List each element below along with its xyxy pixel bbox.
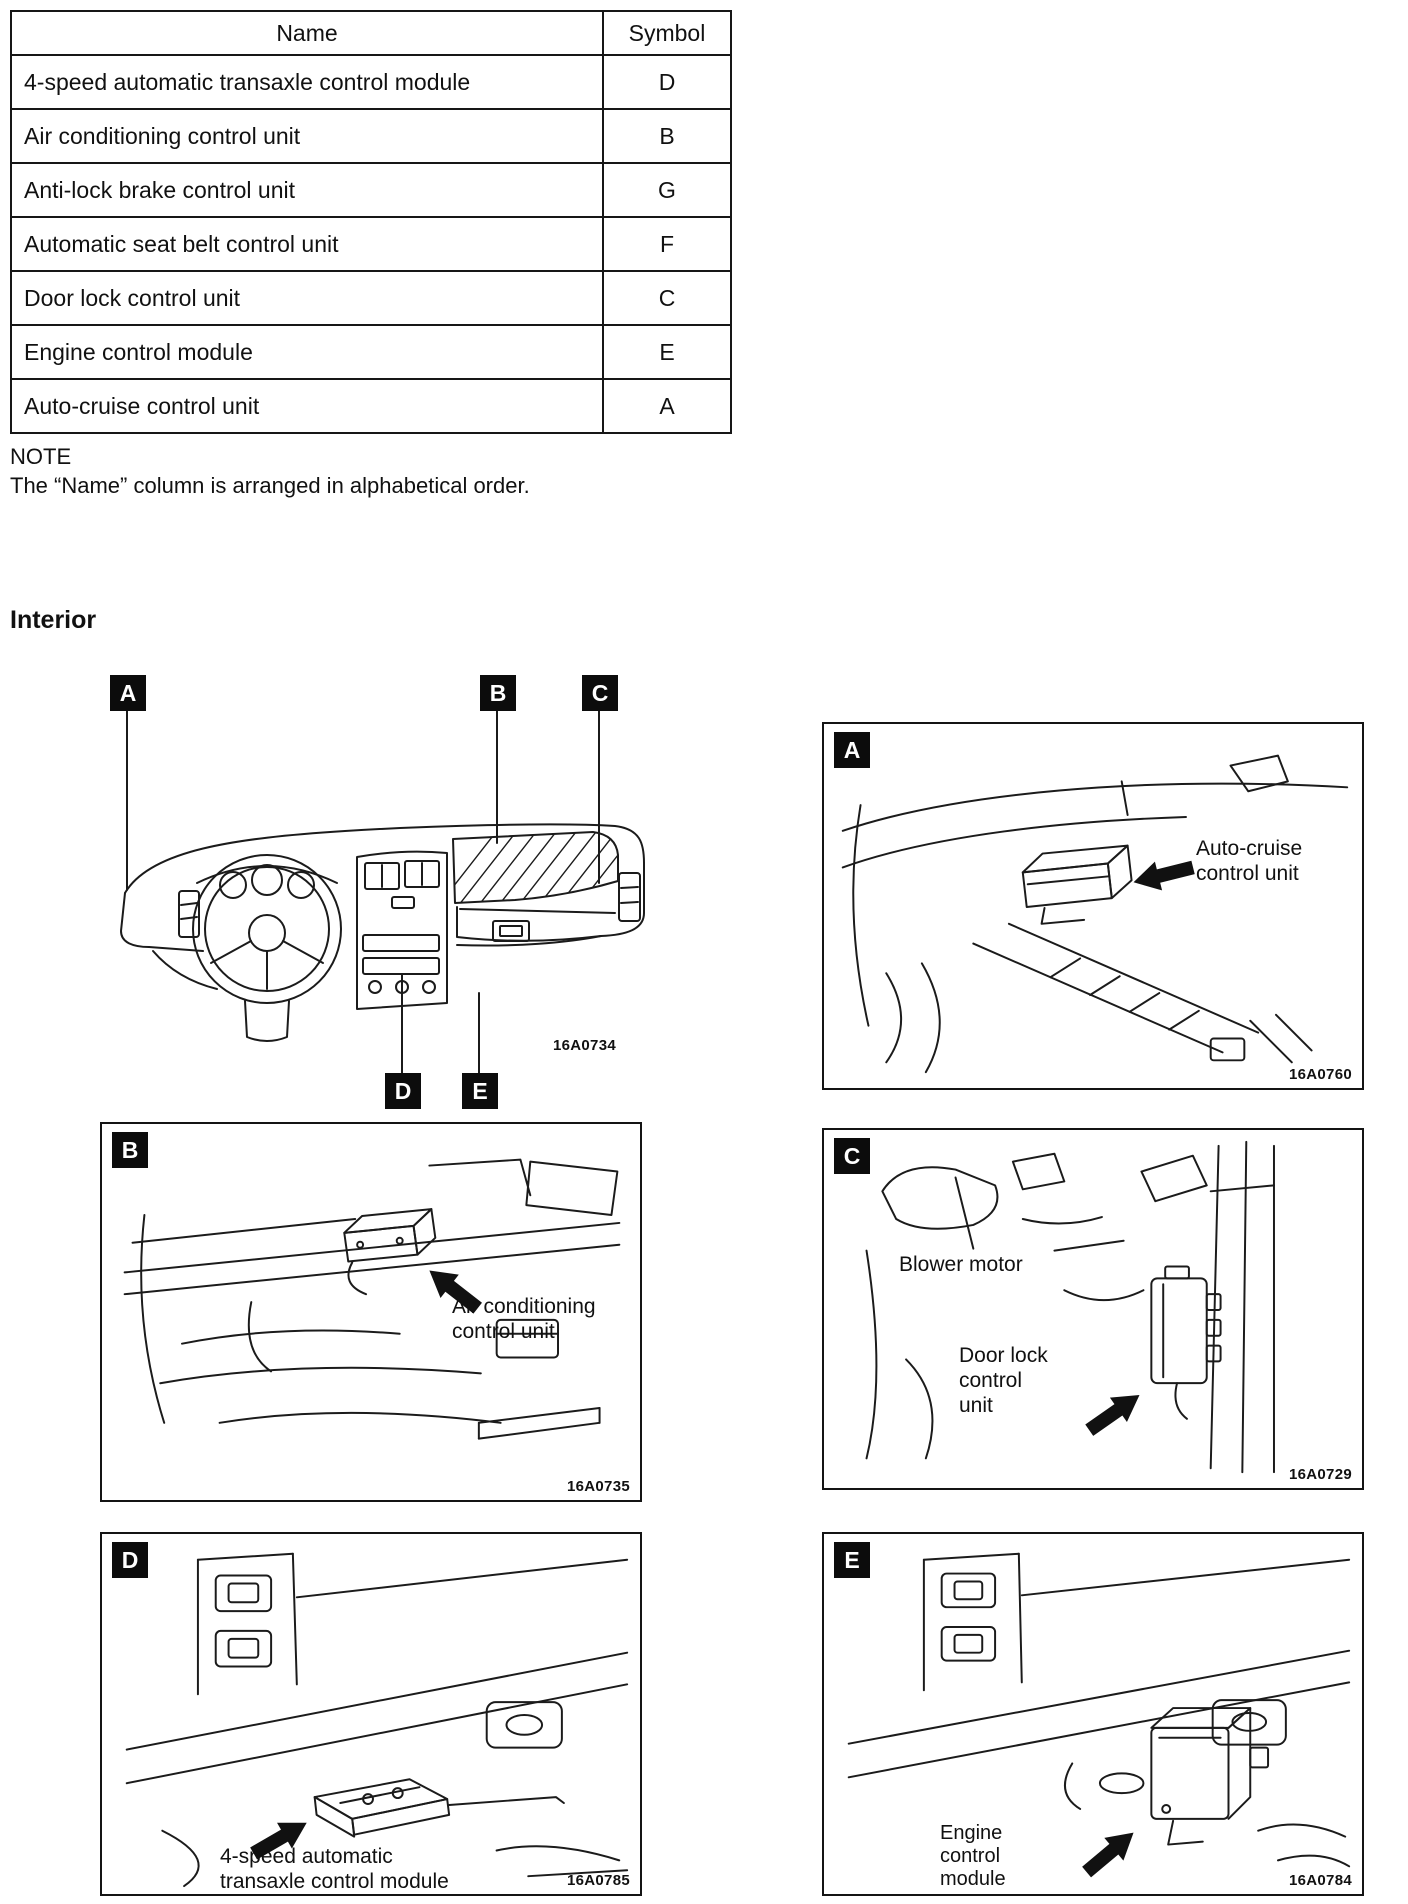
panel-b-label-tag: B: [112, 1132, 148, 1168]
panel-a: [822, 722, 1364, 1090]
table-header-name: Name: [11, 11, 603, 55]
figure-code: 16A0785: [567, 1872, 630, 1889]
symbol-table: [10, 10, 732, 434]
callout-line: Door lock: [959, 1344, 1048, 1367]
overview-figure: [95, 675, 670, 1110]
panel-a-illustration: [824, 724, 1362, 1088]
note: [10, 442, 530, 500]
callout-line: control unit: [452, 1320, 555, 1343]
callout-line: transaxle control module: [220, 1870, 449, 1893]
callout-transaxle-module: [220, 1844, 449, 1894]
callout-blower-motor: Blower motor: [899, 1253, 1023, 1276]
figure-code: 16A0729: [1289, 1466, 1352, 1483]
overview-label-e: E: [462, 1073, 498, 1109]
callout-line: control: [940, 1845, 1001, 1867]
note-title: NOTE: [10, 444, 72, 469]
table-row: [11, 109, 731, 163]
callout-auto-cruise: [1196, 836, 1302, 886]
symbol-cell: D: [603, 55, 731, 109]
figure-code: 16A0760: [1289, 1066, 1352, 1083]
panel-d-label-tag: D: [112, 1542, 148, 1578]
module-name-cell: Anti-lock brake control unit: [11, 163, 603, 217]
callout-line: 4-speed automatic: [220, 1845, 393, 1868]
callout-arrow-icon: [1081, 1383, 1148, 1442]
overview-label-a: A: [110, 675, 146, 711]
panel-e-label-tag: E: [834, 1542, 870, 1578]
symbol-cell: E: [603, 325, 731, 379]
callout-line: Engine: [940, 1822, 1003, 1844]
callout-line: unit: [959, 1394, 993, 1417]
section-title-interior: Interior: [10, 606, 97, 634]
table-row: [11, 163, 731, 217]
table-row: [11, 379, 731, 433]
symbol-cell: B: [603, 109, 731, 163]
callout-arrow-icon: [1130, 853, 1197, 897]
module-name-cell: 4-speed automatic transaxle control module: [11, 55, 603, 109]
table-row: [11, 55, 731, 109]
overview-label-d: D: [385, 1073, 421, 1109]
callout-line: Air conditioning: [452, 1295, 596, 1318]
module-name-cell: Door lock control unit: [11, 271, 603, 325]
callout-line: Auto-cruise: [1196, 837, 1303, 860]
callout-engine-module: [940, 1822, 1006, 1891]
callout-line: control: [959, 1369, 1023, 1392]
callout-line: module: [940, 1868, 1006, 1890]
module-name-cell: Auto-cruise control unit: [11, 379, 603, 433]
figure-code: 16A0735: [567, 1478, 630, 1495]
panel-a-label-tag: A: [834, 732, 870, 768]
panel-e: [822, 1532, 1364, 1896]
callout-line: control unit: [1196, 862, 1299, 885]
panel-b: [100, 1122, 642, 1502]
panel-e-illustration: [824, 1534, 1362, 1894]
panel-c-label-tag: C: [834, 1138, 870, 1174]
panel-c: [822, 1128, 1364, 1490]
figure-code: 16A0734: [553, 1037, 616, 1054]
module-name-cell: Automatic seat belt control unit: [11, 217, 603, 271]
module-name-cell: Engine control module: [11, 325, 603, 379]
symbol-cell: G: [603, 163, 731, 217]
panel-d: [100, 1532, 642, 1896]
callout-air-conditioning: [452, 1294, 596, 1344]
table-row: [11, 325, 731, 379]
callout-door-lock: [959, 1343, 1048, 1418]
table-row: [11, 217, 731, 271]
symbol-cell: A: [603, 379, 731, 433]
table-row: [11, 271, 731, 325]
module-name-cell: Air conditioning control unit: [11, 109, 603, 163]
symbol-cell: F: [603, 217, 731, 271]
table-header-symbol: Symbol: [603, 11, 731, 55]
overview-label-b: B: [480, 675, 516, 711]
symbol-cell: C: [603, 271, 731, 325]
callout-arrow-icon: [1077, 1821, 1143, 1883]
figure-code: 16A0784: [1289, 1872, 1352, 1889]
panel-d-illustration: [102, 1534, 640, 1894]
overview-label-c: C: [582, 675, 618, 711]
panel-c-illustration: [824, 1130, 1362, 1488]
table-header-row: [11, 11, 731, 55]
note-text: The “Name” column is arranged in alphabetical order.: [10, 473, 530, 498]
